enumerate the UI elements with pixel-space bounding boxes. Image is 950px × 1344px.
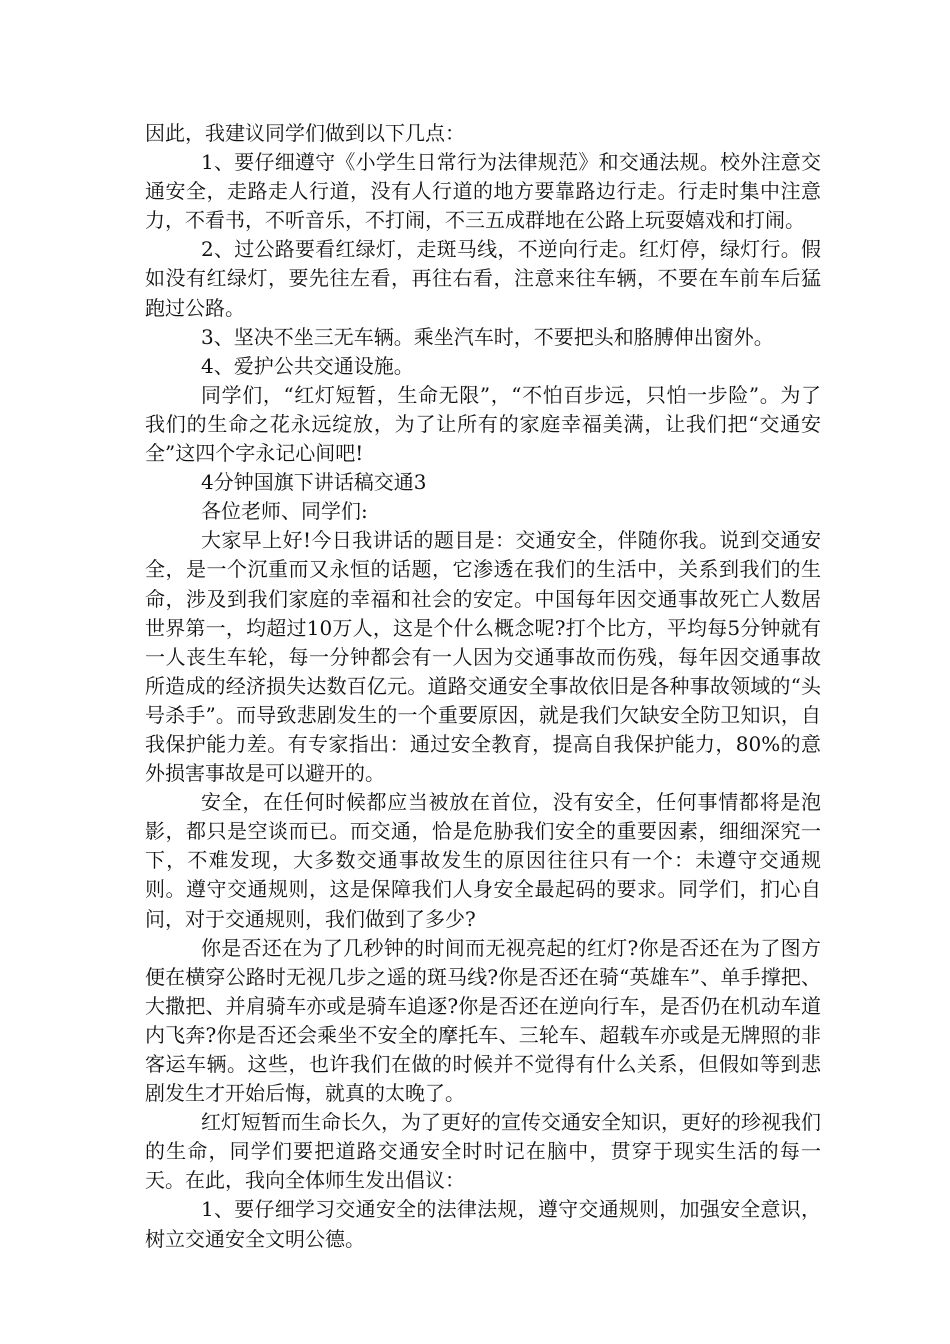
paragraph-point-1: 1、要仔细遵守《小学生日常行为法律规范》和交通法规。校外注意交通安全，走路走人行道，没有人行道的地方要靠路边行走。行走时集中注意力，不看书，不听音乐，不打闹，不三五成群地在公路上玩耍嬉戏和打闹。 xyxy=(145,150,821,233)
paragraph-intro: 因此，我建议同学们做到以下几点： xyxy=(145,121,465,145)
paragraph-safety: 安全，在任何时候都应当被放在首位，没有安全，任何事情都将是泡影，都只是空谈而已。而交通，恰是危胁我们安全的重要因素，细细深究一下，不难发现，大多数交通事故发生的原因往往只有一个：未遵守交通规则。遵守交通规则，这是保障我们人身安全最起码的要求。同学们，扪心自问，对于交通规则，我们做到了多少? xyxy=(145,790,821,931)
section-title: 4分钟国旗下讲话稿交通3 xyxy=(201,470,427,495)
paragraph-questions: 你是否还在为了几秒钟的时间而无视亮起的红灯?你是否还在为了图方便在横穿公路时无视几步之遥的斑马线?你是否还在骑“英雄车”、单手撑把、大撒把、并肩骑车亦或是骑车追逐?你是否还在逆向行车，是否仍在机动车道内飞奔?你是否还会乘坐不安全的摩托车、三轮车、超载车亦或是无牌照的非客运车辆。这些，也许我们在做的时候并不觉得有什么关系，但假如等到悲剧发生才开始后悔，就真的太晚了。 xyxy=(145,935,821,1106)
paragraph-closing: 同学们，“红灯短暂，生命无限”，“不怕百步远，只怕一步险”。为了我们的生命之花永远绽放，为了让所有的家庭幸福美满，让我们把“交通安全”这四个字永记心间吧! xyxy=(145,382,821,466)
document-body xyxy=(145,119,821,1254)
paragraph-greeting: 大家早上好!今日我讲话的题目是：交通安全，伴随你我。说到交通安全，是一个沉重而又永恒的话题，它渗透在我们的生活中，关系到我们的生命，涉及到我们家庭的幸福和社会的安定。中国每年因交通事故死亡人数居世界第一，均超过10万人，这是个什么概念呢?打个比方，平均每5分钟就有一人丧生车轮，每一分钟都会有一人因为交通事故而伤残，每年因交通事故所造成的经济损失达数百亿元。道路交通安全事故依旧是各种事故领域的“头号杀手”。而导致悲剧发生的一个重要原因，就是我们欠缺安全防卫知识，自我保护能力差。有专家指出：通过安全教育，提高自我保护能力，80%的意外损害事故是可以避开的。 xyxy=(145,528,821,786)
paragraph-point-4: 4、爱护公共交通设施。 xyxy=(201,353,414,378)
paragraph-point-3: 3、坚决不坐三无车辆。乘坐汽车时，不要把头和胳膊伸出窗外。 xyxy=(201,324,774,349)
salutation: 各位老师、同学们: xyxy=(201,499,368,524)
paragraph-appeal: 红灯短暂而生命长久，为了更好的宣传交通安全知识，更好的珍视我们的生命，同学们要把道路交通安全时时记在脑中，贯穿于现实生活的每一天。在此，我向全体师生发出倡议： xyxy=(145,1110,821,1193)
paragraph-proposal-1: 1、要仔细学习交通安全的法律法规，遵守交通规则，加强安全意识，树立交通安全文明公德。 xyxy=(145,1197,821,1251)
paragraph-point-2: 2、过公路要看红绿灯，走斑马线，不逆向行走。红灯停，绿灯行。假如没有红绿灯，要先往左看，再往右看，注意来往车辆，不要在车前车后猛跑过公路。 xyxy=(145,237,821,320)
